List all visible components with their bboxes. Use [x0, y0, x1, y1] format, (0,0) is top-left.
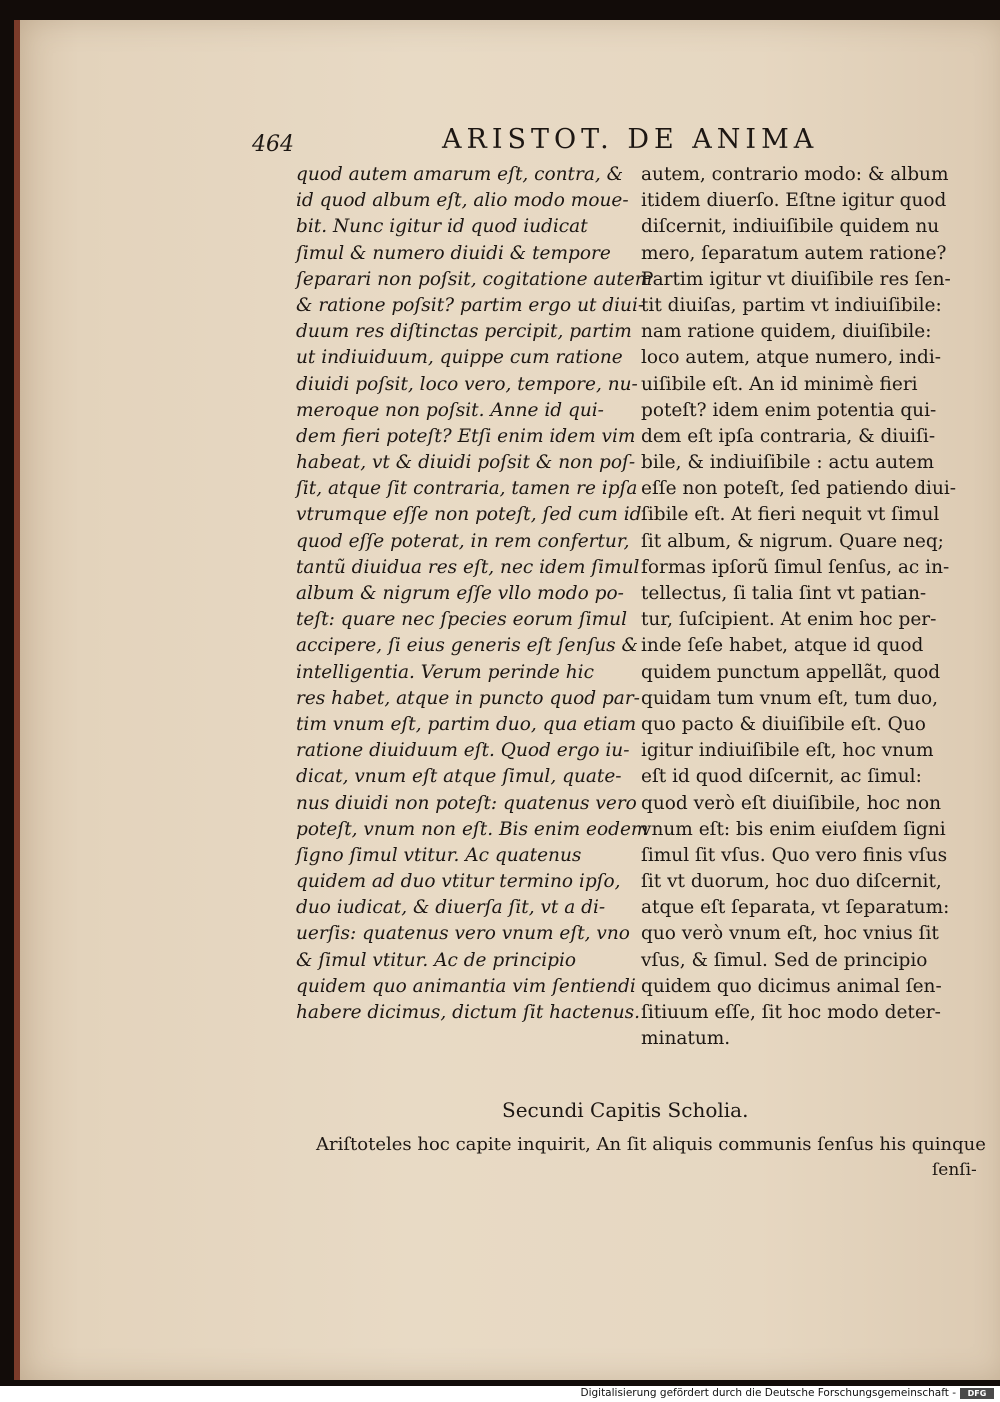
text-line: itidem diuerſo. Eſtne igitur quod	[641, 190, 947, 212]
text-line: ut indiuiduum, quippe cum ratione	[296, 347, 623, 369]
text-line: & ratione poſsit? partim ergo ut diui-	[296, 294, 645, 316]
text-line: eſt id quod diſcernit, ac ſimul:	[641, 766, 922, 788]
text-line: poteſt? idem enim potentia qui-	[641, 399, 937, 421]
text-line: ſit, atque ſit contraria, tamen re ipſa	[296, 478, 638, 500]
text-line: poteſt, vnum non eſt. Bis enim eodem	[296, 818, 649, 840]
text-line: ſimul & numero diuidi & tempore	[296, 242, 611, 264]
text-line: autem, contrario modo: & album	[641, 164, 949, 185]
text-line: habere dicimus, dictum ſit hactenus.	[296, 1002, 641, 1023]
running-title: ARISTOT. DE ANIMA	[442, 124, 819, 155]
text-line: album & nigrum eſſe vllo modo po-	[296, 583, 624, 604]
text-line: quidem punctum appellãt, quod	[641, 661, 941, 683]
latin-translation-column	[296, 162, 653, 1026]
text-line: quidem quo dicimus animal ſen-	[641, 975, 942, 997]
book-page	[14, 20, 1000, 1380]
text-line: ſigno ſimul vtitur. Ac quatenus	[296, 844, 582, 866]
scholia-text: Ariſtoteles hoc capite inquirit, An ſit aliquis communis ſenſus his quinque	[316, 1134, 986, 1155]
text-line: vtrumque eſſe non poteſt, ſed cum id	[296, 504, 642, 526]
text-line: uerſis: quatenus vero vnum eſt, vno	[296, 923, 630, 945]
text-line: teſt: quare nec ſpecies eorum ſimul	[296, 609, 627, 631]
text-line: ſibile eſt. At fieri nequit vt ſimul	[641, 504, 940, 526]
text-line: duo iudicat, & diuerſa ſit, vt a di-	[296, 897, 606, 919]
funding-credit: Digitalisierung gefördert durch die Deutsche Forschungsgemeinschaft -	[580, 1387, 956, 1399]
text-line: habeat, vt & diuidi poſsit & non poſ-	[296, 452, 636, 474]
dfg-logo: DFG	[960, 1388, 994, 1399]
text-line: quidem quo animantia vim ſentiendi	[296, 975, 636, 997]
text-line: bile, & indiuiſibile : actu autem	[641, 452, 935, 474]
text-line: quod autem amarum eſt, contra, &	[296, 164, 624, 185]
text-line: intelligentia. Verum perinde hic	[296, 661, 594, 683]
text-line: duum res diſtinctas percipit, partim	[296, 321, 632, 343]
text-line: ſitiuum eſſe, ſit hoc modo deter-	[641, 1002, 941, 1023]
text-line: inde ſeſe habet, atque id quod	[641, 635, 924, 657]
text-line: nus diuidi non poteſt: quatenus vero	[296, 792, 637, 814]
text-line: ſit album, & nigrum. Quare neq;	[641, 530, 944, 552]
text-line: vnum eſt: bis enim eiuſdem ſigni	[641, 818, 946, 840]
page-number: 464	[252, 132, 294, 157]
text-line: tantũ diuidua res eſt, nec idem ſimul	[296, 556, 640, 578]
text-line: meroque non poſsit. Anne id qui-	[296, 399, 604, 421]
greek-commentary-column	[641, 162, 996, 1052]
scholia-heading: Secundi Capitis Scholia.	[502, 1098, 749, 1122]
text-line: ſeparari non poſsit, cogitatione autem	[296, 268, 653, 290]
text-line: quod verò eſt diuiſibile, hoc non	[641, 792, 941, 814]
text-line: id quod album eſt, alio modo moue-	[296, 190, 629, 212]
text-line: quidam tum vnum eſt, tum duo,	[641, 687, 938, 709]
page-header	[20, 124, 1000, 164]
text-line: tellectus, ſi talia ſint vt patian-	[641, 583, 927, 604]
text-line: res habet, atque in puncto quod par-	[296, 687, 640, 709]
catchword: ſenſi-	[932, 1160, 977, 1180]
text-line: uiſibile eſt. An id minimè fieri	[641, 373, 918, 395]
text-line: quo pacto & diuiſibile eſt. Quo	[641, 713, 926, 735]
text-line: igitur indiuiſibile eſt, hoc vnum	[641, 740, 934, 762]
text-line: minatum.	[641, 1028, 731, 1050]
text-line: Partim igitur vt diuiſibile res ſen-	[641, 268, 951, 290]
text-line: dem fieri poteſt? Etſi enim idem vim	[296, 425, 636, 447]
digitization-footer	[0, 1386, 1000, 1402]
text-line: accipere, ſi eius generis eſt ſenſus &	[296, 635, 639, 657]
text-line: quo verò vnum eſt, hoc vnius ſit	[641, 923, 939, 945]
text-line: tur, ſuſcipient. At enim hoc per-	[641, 609, 937, 631]
text-line: ratione diuiduum eſt. Quod ergo iu-	[296, 740, 630, 762]
text-line: eſſe non poteſt, ſed patiendo diui-	[641, 478, 957, 500]
text-line: dem eſt ipſa contraria, & diuiſi-	[641, 425, 936, 447]
text-line: tit diuiſas, partim vt indiuiſibile:	[641, 294, 942, 316]
text-line: mero, ſeparatum autem ratione?	[641, 242, 947, 264]
text-line: atque eſt ſeparata, vt ſeparatum:	[641, 897, 950, 919]
text-line: ſit vt duorum, hoc duo diſcernit,	[641, 871, 942, 893]
text-line: formas ipſorũ ſimul ſenſus, ac in-	[641, 556, 950, 578]
text-line: ſimul ſit vſus. Quo vero finis vſus	[641, 844, 948, 866]
text-line: vſus, & ſimul. Sed de principio	[641, 949, 928, 971]
text-line: loco autem, atque numero, indi-	[641, 347, 942, 369]
text-line: & ſimul vtitur. Ac de principio	[296, 949, 577, 971]
text-line: tim vnum eſt, partim duo, qua etiam	[296, 713, 637, 735]
text-line: quod eſſe poterat, in rem confertur,	[296, 530, 630, 552]
text-line: quidem ad duo vtitur termino ipſo,	[296, 871, 621, 893]
text-line: dicat, vnum eſt atque ſimul, quate-	[296, 766, 622, 788]
text-line: diuidi poſsit, loco vero, tempore, nu-	[296, 373, 638, 395]
text-line: nam ratione quidem, diuiſibile:	[641, 321, 932, 343]
text-line: diſcernit, indiuiſibile quidem nu	[641, 216, 940, 238]
text-line: bit. Nunc igitur id quod iudicat	[296, 216, 588, 238]
